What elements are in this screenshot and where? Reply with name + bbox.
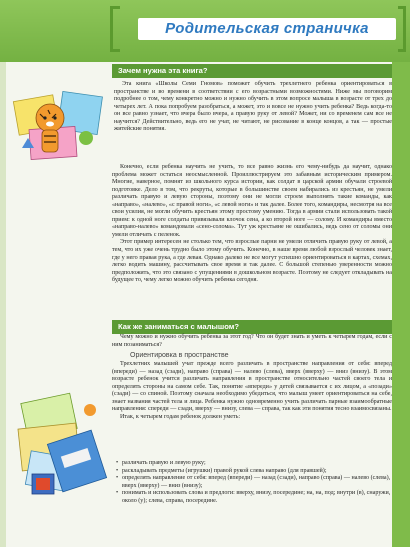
subheading-orientation: Ориентировка в пространстве: [130, 352, 229, 359]
section-heading-why: Зачем нужна эта книга?: [112, 64, 392, 78]
section-heading-how: Как же заниматься с малышом?: [112, 320, 392, 334]
left-margin-strip: [0, 62, 6, 547]
title-box: [138, 18, 396, 40]
banner-bracket-right: [398, 6, 406, 52]
list-item-text: определять направление от себя: вперед (впереди) — назад (сзади), направо (справа) — налево (слева), вверх (вверху) — вниз (внизу);: [122, 475, 391, 489]
bullet-icon: •: [116, 460, 119, 466]
bullet-icon: •: [116, 490, 119, 497]
section1-paragraph-1: [114, 81, 392, 134]
banner-bracket-left: [110, 6, 120, 52]
para-text: Трехлетних малышей учат прежде всего различать в пространстве направления от себя: вперед (впереди) — назад (сзади), направо (справа) — налево (слева), вверх (вверху) — вниз (внизу). В этом возрасте ребенок учится различать направления в пространстве относительно частей своего тела и определять стороны на самом себе. Так, понятие «впереди» у детей связывается с их лицом, а «позади» (сзади) — со спиной. Поэтому сначала необходимо убедиться, что малыш умеет ориентироваться на себе, знает названия частей тела и лица. Ребенка нужно одновременно учить различать парные взаимообратные направления: спереди — сзади, вверху — внизу, слева — справа, так как эти понятия тесно взаимосвязаны.: [112, 361, 392, 413]
list-item-text: понимать и использовать слова и предлоги: вверху, внизу, посередине; на, на, под; внутри (в), снаружи, около (у); слева, справа, посередине.: [122, 490, 391, 504]
list-item: [112, 490, 394, 505]
para-text: Эта книга «Школы Семи Гномов» поможет обучить трехлетнего ребенка ориентироваться в пространстве и во времени в соответствии с его возрастными возможностями. Ниже мы поговорим подробнее о том, чему конкретно можно и нужно обучить в этом вопросе малыша в возрасте от трех до четырех лет. А пока попробуем разобраться, а может, это и вовсе не нужно учить ребенка? Ведь когда-то он все равно узнает, что вчера было вчера, а правую руку от левой? Может, ни со временем сам все не научится? Действительно, ведь его не учат, не читают, не рисование в конце концов, а так — простые житейские понятия.: [114, 81, 392, 133]
para-text: Конечно, если ребенка научить не учить, то все равно жизнь его чему-нибудь да научит, однако проблема может остаться неосмысленной. Проиллюстрируем это забавным историческим примером. Многие, наверное, помнят из школьного курса истории, как солдат в царской армии обучали строевой подготовке. Дело в том, что рекруты, которые в большинстве своем набирались из крестьян, не умели различать правую и левую стороны, поэтому они не могли строем выполнять такие команды, как «направо», «налево», «с правой ноги», «с левой ноги» и так далее. Более того, командиры, несмотря на все свои усилия, не могли обучить крестьян этому простому умению. Тогда в армии стали использовать такой прием: к одной ноге солдаты привязывали клочок сена, а ко второй ноге — солому. И командиры вместо «направо-налево» командовали «сено-солома». Тут уж крестьяне не ошибались, ведь сено от соломы они умели отличать с пеленок.: [112, 164, 392, 238]
bullet-icon: •: [116, 467, 119, 474]
list-item: [112, 475, 394, 490]
list-item: [112, 468, 394, 476]
list-item: [112, 460, 394, 468]
section2-body: [112, 361, 392, 421]
books-illustration: [10, 390, 108, 502]
para-text: Этот пример интересен не столько тем, что взрослые парни не умели отличить правую руку от левой, а тем, что их уже очень трудно было этому обучить. Конечно, в наше время любой взрослый человек знает, где у него правая рука, а где левая. Однако далеко не все могут успешно ориентироваться в картах, схемах, легко водить машину, рассчитывать свое время и так далее. С большой степенью уверенности можно предположить, что это связано с упущениями в дошкольном возрасте. Поэтому не следует откладывать на будущее то, чему легко можно обучить ребенка сегодня.: [112, 239, 392, 284]
list-item-text: раскладывать предметы (игрушки) правой рукой слева направо (для правшей);: [122, 467, 327, 474]
top-banner: [0, 0, 410, 62]
list-item-text: различать правую и левую руку;: [122, 460, 206, 466]
tiger-illustration: [10, 88, 108, 162]
section2-intro: [112, 334, 392, 349]
right-margin-strip: [392, 62, 410, 547]
skills-list: [112, 460, 394, 505]
page-title: Родительская страничка: [165, 20, 369, 37]
para-text: Итак, к четырем годам ребенок должен уметь:: [120, 413, 241, 420]
bullet-icon: •: [116, 475, 119, 482]
section1-paragraphs: [112, 164, 392, 285]
para-text: Чему можно и нужно обучить ребенка за этот год? Что он будет знать и уметь к четырем годам, если с ним позаниматься?: [112, 334, 392, 348]
